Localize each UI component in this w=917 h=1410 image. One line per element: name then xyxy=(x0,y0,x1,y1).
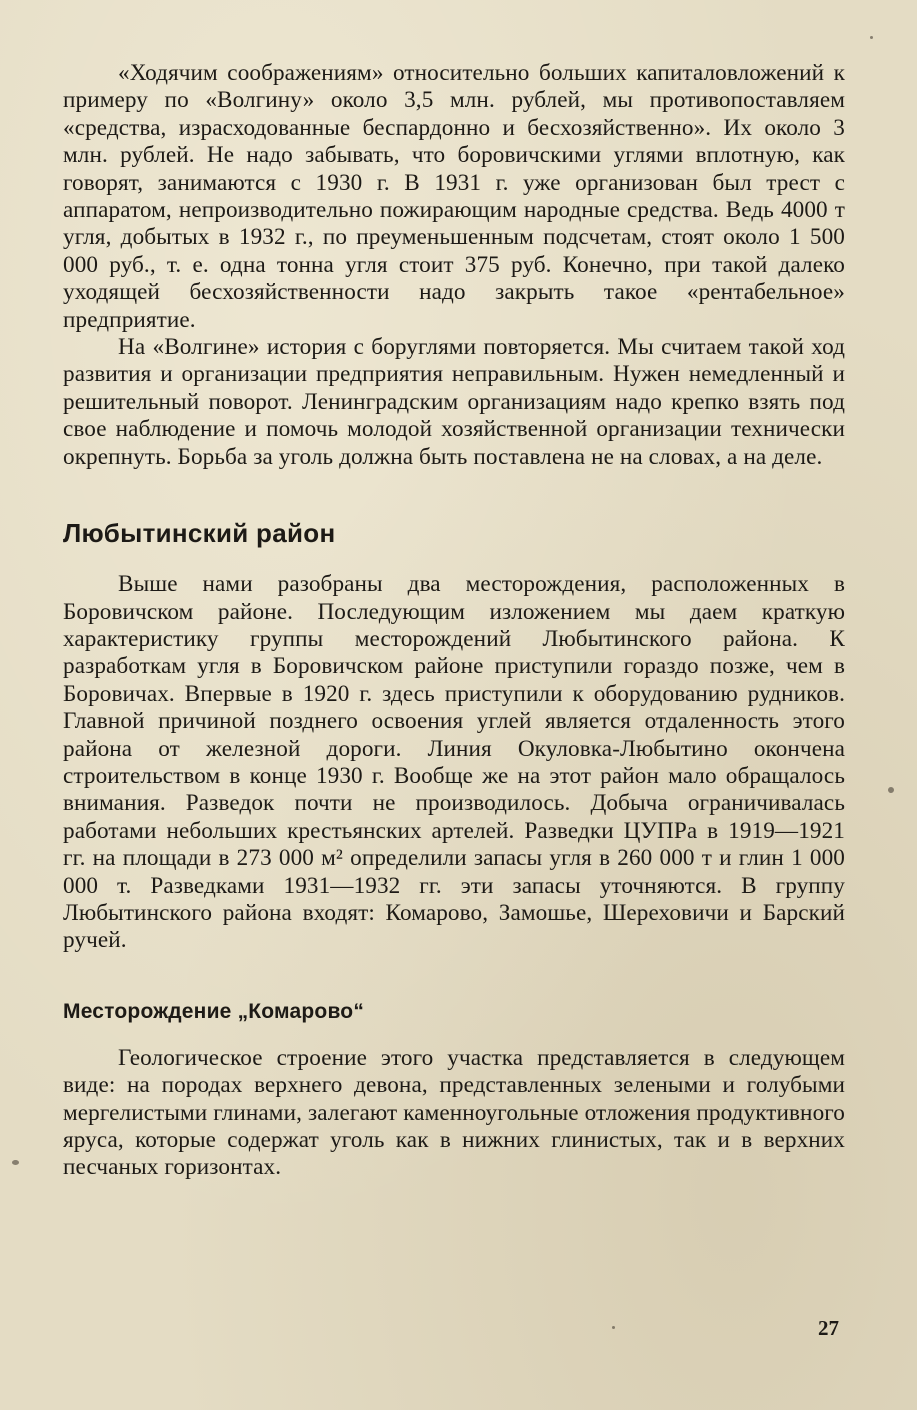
paper-speck xyxy=(888,787,894,793)
paper-speck xyxy=(12,1160,19,1165)
paragraph-capital-investments: «Ходячим соображениям» относительно больших капиталовложений к примеру по «Волгину» около 3,5 млн. рублей, мы противопоставляем «средства, израсходованные беспардонно и бесхозяйственно». Их около 3 млн. рублей. Не надо забывать, что боровичскими углями вплотную, как говорят, занимаются с 1930 г. В 1931 г. уже организован был трест с аппаратом, непроизводительно пожирающим народные средства. Ведь 4000 т угля, добытых в 1932 г., по преуменьшенным подсчетам, стоят около 1 500 000 руб., т. е. одна тонна угля стоит 375 руб. Конечно, при такой далеко уходящей бесхозяйственности надо закрыть такое «рентабельное» предприятие. xyxy=(63,60,845,333)
paragraph-komarovo-geology: Геологическое строение этого участка представляется в следующем виде: на породах верхнего девона, представленных зелеными и голубыми мергелистыми глинами, залегают каменноугольные отложения продуктивного яруса, которые содержат уголь как в нижних глинистых, так и в верхних песчаных горизонтах. xyxy=(63,1044,845,1181)
paragraph-lyubytino-district: Выше нами разобраны два месторождения, расположенных в Боровичском районе. Последующим изложением мы даем краткую характеристику группы месторождений Любытинского района. К разработкам угля в Боровичском районе приступили гораздо позже, чем в Боровичах. Впервые в 1920 г. здесь приступили к оборудованию рудников. Главной причиной позднего освоения углей является отдаленность этого района от железной дороги. Линия Окуловка-Любытино окончена строительством в конце 1930 г. Вообще же на этот район мало обращалось внимания. Разведок почти не производилось. Добыча ограничивалась работами небольших крестьянских артелей. Разведки ЦУПРа в 1919—1921 гг. на площади в 273 000 м² определили запасы угля в 260 000 т и глин 1 000 000 т. Разведками 1931—1932 гг. эти запасы уточняются. В группу Любытинского района входят: Комарово, Замошье, Шереховичи и Барский ручей. xyxy=(63,571,845,954)
paper-speck xyxy=(870,36,873,39)
paper-speck xyxy=(612,1326,615,1329)
paragraph-volgin-history: На «Волгине» история с боруглями повторяется. Мы считаем такой ход развития и организации предприятия неправильным. Нужен немедленный и решительный поворот. Ленинградским организациям надо крепко взять под свое наблюдение и помочь молодой хозяйственной организации технически окрепнуть. Борьба за уголь должна быть поставлена не на словах, а на деле. xyxy=(63,334,845,470)
page-body xyxy=(63,60,845,1182)
section-heading: Любытинский район xyxy=(63,518,336,549)
page-number: 27 xyxy=(818,1316,839,1340)
sub-heading: Месторождение „Комарово“ xyxy=(63,999,365,1023)
